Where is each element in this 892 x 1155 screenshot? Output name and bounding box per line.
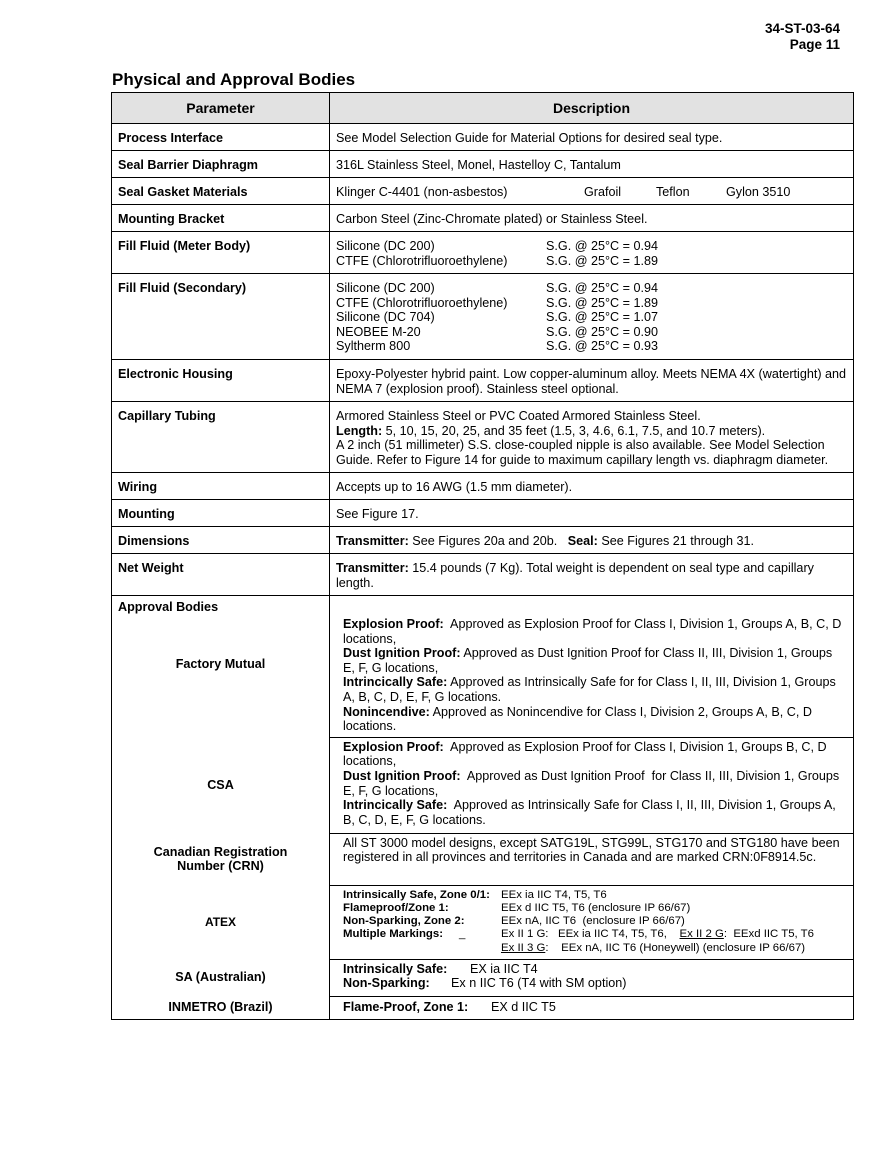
transmitter-text: See Figures 20a and 20b.: [408, 534, 568, 548]
fluid-row: [336, 239, 847, 254]
approval-desc-cell: [330, 959, 854, 996]
approval-line: Dust Ignition Proof: Approved as Dust Ignition Proof for Class II, III, Division 1, Groups E, F, G locations,: [343, 768, 843, 798]
approval-row-fm: [112, 596, 854, 738]
column-header-parameter: Parameter: [112, 93, 330, 124]
gasket-material: Teflon: [656, 185, 690, 199]
atex-line: Ex II 3 G: EEx nA, IIC T6 (Honeywell) (enclosure IP 66/67): [501, 941, 806, 954]
desc-cell: See Model Selection Guide for Material Options for desired seal type.: [330, 124, 854, 151]
approval-desc-cell: [330, 596, 854, 738]
table-row: [112, 178, 854, 205]
approval-desc-cell: [330, 833, 854, 885]
desc-cell: [330, 274, 854, 360]
seal-label: Seal:: [567, 534, 598, 548]
approval-body-name: Factory Mutual: [175, 656, 266, 671]
approval-line: Intrinsically Safe: EX ia IIC T4: [343, 961, 538, 976]
fluid-row: [336, 325, 847, 340]
desc-cell: 316L Stainless Steel, Monel, Hastelloy C, Tantalum: [330, 151, 854, 178]
approval-desc-cell: [330, 885, 854, 959]
table-row: [112, 274, 854, 360]
gasket-material: Grafoil: [584, 185, 622, 199]
param-cell: Process Interface: [112, 124, 330, 151]
desc-cell: Carbon Steel (Zinc-Chromate plated) or Stainless Steel.: [330, 205, 854, 232]
param-cell: Mounting: [112, 500, 330, 527]
desc-cell: Accepts up to 16 AWG (1.5 mm diameter).: [330, 473, 854, 500]
fluid-sg: S.G. @ 25°C = 1.89: [546, 253, 658, 268]
approval-line: Intrincically Safe: Approved as Intrinsically Safe for Class I, II, III, Division 1, Groups A, B, C, D, E, F, G locations.: [343, 798, 840, 827]
desc-cell: [330, 527, 854, 554]
fluid-row: [336, 310, 847, 325]
desc-cell: [330, 554, 854, 596]
desc-cell: [330, 232, 854, 274]
param-cell: Wiring: [112, 473, 330, 500]
param-cell: Fill Fluid (Meter Body): [112, 232, 330, 274]
fluid-sg: S.G. @ 25°C = 1.07: [546, 310, 658, 325]
gasket-material: Gylon 3510: [726, 185, 791, 199]
capillary-note: A 2 inch (51 millimeter) S.S. close-coupled nipple is also available. See Model Selection Guide. Refer to Figure 14 for guide to maximum capillary length vs. diaphragm diameter.: [336, 438, 829, 467]
fluid-name: Silicone (DC 200): [336, 281, 435, 295]
approval-desc-cell: [330, 737, 854, 833]
table-row: [112, 554, 854, 596]
seal-text: See Figures 21 through 31.: [597, 534, 754, 548]
approval-body-name: CSA: [207, 777, 234, 792]
fluid-row: [336, 296, 847, 311]
approval-bodies-label: Approval Bodies: [118, 600, 219, 614]
fluid-row: [336, 339, 847, 354]
column-header-description: Description: [330, 93, 854, 124]
approval-line: Explosion Proof: Approved as Explosion Proof for Class I, Division 1, Groups B, C, D locations,: [343, 739, 831, 769]
atex-line: Flameproof/Zone 1: EEx d IIC T5, T6 (enclosure IP 66/67): [343, 901, 691, 914]
gasket-material: Klinger C-4401 (non-asbestos): [336, 185, 508, 199]
approval-body-name: INMETRO (Brazil): [168, 1000, 273, 1015]
crn-text: All ST 3000 model designs, except SATG19L, STG99L, STG170 and STG180 have been registered in all provinces and territories in Canada and are marked CRN:0F8914.5c.: [343, 835, 840, 865]
fluid-sg: S.G. @ 25°C = 0.90: [546, 324, 658, 339]
param-cell: Fill Fluid (Secondary): [112, 274, 330, 360]
capillary-material: Armored Stainless Steel or PVC Coated Armored Stainless Steel.: [336, 409, 701, 423]
atex-line: Intrinsically Safe, Zone 0/1: EEx ia IIC T4, T5, T6: [343, 888, 607, 901]
fluid-sg: S.G. @ 25°C = 1.89: [546, 295, 658, 310]
table-row: [112, 205, 854, 232]
fluid-name: NEOBEE M-20: [336, 324, 421, 339]
fluid-sg: S.G. @ 25°C = 0.94: [546, 239, 658, 253]
fluid-row: [336, 254, 847, 269]
param-cell: Mounting Bracket: [112, 205, 330, 232]
param-cell: Electronic Housing: [112, 360, 330, 402]
page-number: Page 11: [789, 37, 840, 52]
table-row: [112, 151, 854, 178]
approval-row-csa: [112, 737, 854, 833]
fluid-name: Syltherm 800: [336, 339, 411, 354]
table-row: [112, 232, 854, 274]
param-cell: Seal Gasket Materials: [112, 178, 330, 205]
desc-cell: [330, 178, 854, 205]
length-label: Length:: [336, 423, 383, 438]
fluid-name: CTFE (Chlorotrifluoroethylene): [336, 253, 508, 268]
table-row: [112, 124, 854, 151]
approval-label-cell: [112, 596, 330, 738]
weight-text: 15.4 pounds (7 Kg). Total weight is dependent on seal type and capillary length.: [336, 561, 814, 590]
param-cell: Capillary Tubing: [112, 402, 330, 473]
length-values: 5, 10, 15, 20, 25, and 35 feet (1.5, 3, 4.6, 6.1, 7.5, and 10.7 meters).: [382, 423, 766, 438]
table-row: [112, 473, 854, 500]
approval-line: Flame-Proof, Zone 1: EX d IIC T5: [343, 999, 556, 1014]
fluid-row: [336, 281, 847, 296]
approval-row-sa: [112, 959, 854, 996]
approval-line: Non-Sparking: Ex n IIC T6 (T4 with SM option): [343, 976, 627, 991]
fluid-name: Silicone (DC 704): [336, 310, 435, 325]
transmitter-label: Transmitter:: [336, 561, 409, 575]
approval-row-crn: [112, 833, 854, 885]
param-cell: Net Weight: [112, 554, 330, 596]
approval-row-inmetro: [112, 996, 854, 1019]
approval-body-name: ATEX: [204, 914, 237, 929]
fluid-name: Silicone (DC 200): [336, 239, 435, 253]
approval-row-atex: [112, 885, 854, 959]
table-row: [112, 360, 854, 402]
table-header-row: [112, 93, 854, 124]
atex-line: Multiple Markings: _ Ex II 1 G: EEx ia IIC T4, T5, T6, Ex II 2 G: EExd IIC T5, T6: [343, 928, 814, 941]
capillary-length: [336, 424, 847, 439]
approval-desc-cell: [330, 996, 854, 1019]
desc-cell: [330, 402, 854, 473]
document-number: 34-ST-03-64: [764, 21, 840, 36]
page-header: [765, 21, 840, 53]
param-cell: Seal Barrier Diaphragm: [112, 151, 330, 178]
approval-body-name: SA (Australian): [175, 970, 266, 985]
desc-cell: Epoxy-Polyester hybrid paint. Low copper-aluminum alloy. Meets NEMA 4X (watertight) and NEMA 7 (explosion proof). Stainless steel optional.: [330, 360, 854, 402]
desc-cell: See Figure 17.: [330, 500, 854, 527]
fluid-sg: S.G. @ 25°C = 0.93: [546, 339, 658, 354]
spec-table: [111, 92, 854, 1020]
approval-line: Explosion Proof: Approved as Explosion Proof for Class I, Division 1, Groups A, B, C, D locations,: [343, 617, 845, 646]
param-cell: Dimensions: [112, 527, 330, 554]
approval-line: Intrincically Safe: Approved as Intrinsically Safe for for Class I, II, III, Division 1, Groups A, B, C, D, E, F, G locations.: [343, 675, 836, 704]
table-row: [112, 402, 854, 473]
table-row: [112, 527, 854, 554]
atex-line: Non-Sparking, Zone 2: EEx nA, IIC T6 (enclosure IP 66/67): [343, 915, 685, 928]
table-row: [112, 500, 854, 527]
approval-line: Nonincendive: Approved as Nonincendive for Class I, Division 2, Groups A, B, C, D locations.: [343, 704, 812, 734]
fluid-sg: S.G. @ 25°C = 0.94: [546, 281, 658, 295]
fluid-name: CTFE (Chlorotrifluoroethylene): [336, 295, 508, 310]
approval-line: Dust Ignition Proof: Approved as Dust Ignition Proof for Class II, III, Division 1, Groups E, F, G locations,: [343, 646, 833, 675]
section-title: Physical and Approval Bodies: [112, 70, 356, 89]
approval-body-name: Number (CRN): [177, 859, 264, 874]
transmitter-label: Transmitter:: [336, 534, 409, 548]
approval-body-name: Canadian Registration: [153, 844, 288, 859]
